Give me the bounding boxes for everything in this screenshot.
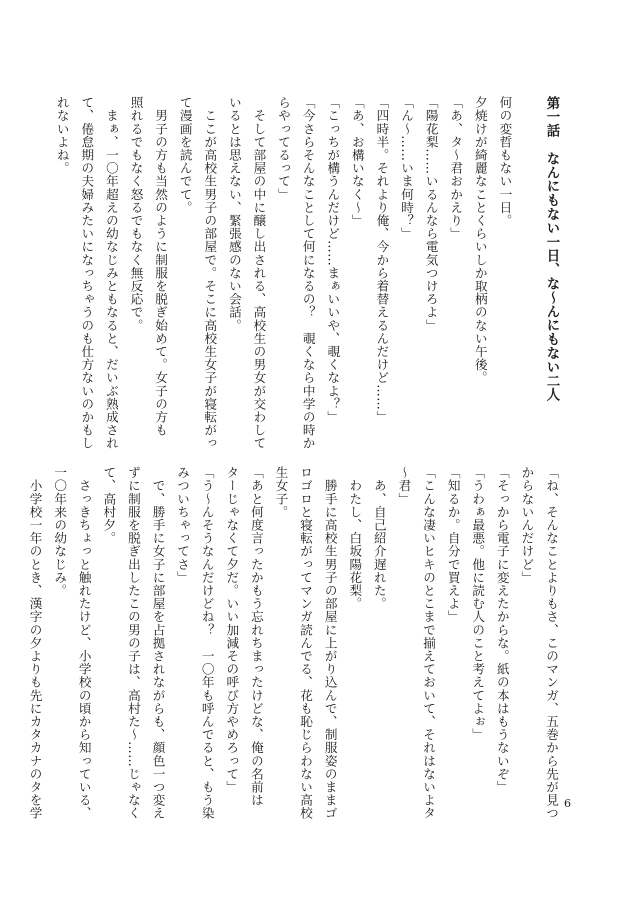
text-line: 夕焼けが綺麗なことくらいしか取柄のない午後。 [472,96,488,385]
text-line: 勝手に高校生男子の部屋に上がり込んで、制服姿のままゴ [322,466,338,820]
text-line: らやってるって」 [276,96,292,201]
text-line: 「こんな凄いヒキのとこまで揃えておいて、それはないよタ [421,466,437,820]
text-line: そして部屋の中に醸し出される、高校生の男女が交わして [251,96,267,450]
text-line: 「ね、そんなことよりもさ、このマンガ、五巻から先が見つ [544,466,559,820]
text-line: 「こっちが構うんだけど……まぁいいや、覗くなよ？」 [325,96,341,424]
text-line: 「う〜んそうなんだけどね？ 一〇年も呼んでると、もう染 [199,466,215,820]
text-line: れないよね。 [54,96,70,175]
text-line: 「あと何度言ったかもう忘れちまったけどな、俺の名前は [248,466,264,807]
text-line: ロゴロと寝転がってマンガ読んでる、花も恥じらわない高校 [298,466,314,820]
text-line: 「陽花梨……いるんなら電気つけろよ」 [423,96,439,332]
text-line: 生女子。 [273,466,289,519]
text-line: 一〇年来の幼なじみ。 [52,466,68,597]
text-line: からないんだけど」 [519,466,535,584]
text-line: まぁ、一〇年超えの幼なじみともなると、だいぶ熟成され [103,96,119,450]
text-line: 「今さらそんなことして何になるの？ 覗くなら中学の時か [300,96,316,450]
text-line: 〜君」 [396,466,412,506]
text-line: 「うわぁ最悪。他に読む人のこと考えてよぉ」 [470,466,486,742]
text-line: みついちゃってさ」 [175,466,191,584]
text-line: いるとは思えない、緊張感のない会話。 [226,96,242,332]
text-line: ずに制服を脱ぎ出したこの男の子は、高村た〜……じゃなく [125,466,141,820]
text-line: て、倦怠期の夫婦みたいになっちゃうのも仕方ないのかもし [79,96,95,450]
lower-text-block [27,466,563,820]
text-line: ターじゃなくて夕だ。いい加減その呼び方やめろって」 [224,466,240,794]
text-line: 小学校一年のとき、漢字の夕よりも先にカタカナのタを学 [27,466,43,820]
text-line: 「あ、お構いなく〜」 [349,96,365,227]
text-line: わたし、白坂陽花梨。 [347,466,363,611]
text-line: て、高村夕。 [101,466,117,545]
chapter-title: 第一話 なんにもない一日、な〜んにもない二人 [544,96,559,402]
text-line: 男子の方も当然のように制服を脱ぎ始めて。女子の方も [153,96,169,437]
text-line: 照れるでもなく怒るでもなく無反応で。 [128,96,144,332]
text-line: 何の変哲もない一日。 [497,96,513,227]
upper-text-block [54,96,563,450]
text-line: あ、自己紹介遅れた。 [371,466,387,611]
text-line: さっきちょっと触れたけど、小学校の頃から知っている、 [76,466,92,820]
text-line: で、勝手に女子に部屋を占拠されながらも、顔色一つ変え [150,466,166,820]
page-number: 6 [564,797,571,810]
text-line: 「あ、タ〜君おかえり」 [448,96,464,241]
text-line: て漫画を読んでて。 [177,96,193,214]
text-line: 「そっから電子に変えたからな。紙の本はもうないぞ」 [494,466,510,794]
text-line: 「知るか。自分で買えよ」 [445,466,461,624]
text-line: 「ん〜……いま何時？」 [399,96,415,241]
text-line: ここが高校生男子の部屋で。そこに高校生女子が寝転がっ [202,96,218,450]
text-line: 「四時半。それより俺、今から着替えるんだけど……」 [374,96,390,424]
